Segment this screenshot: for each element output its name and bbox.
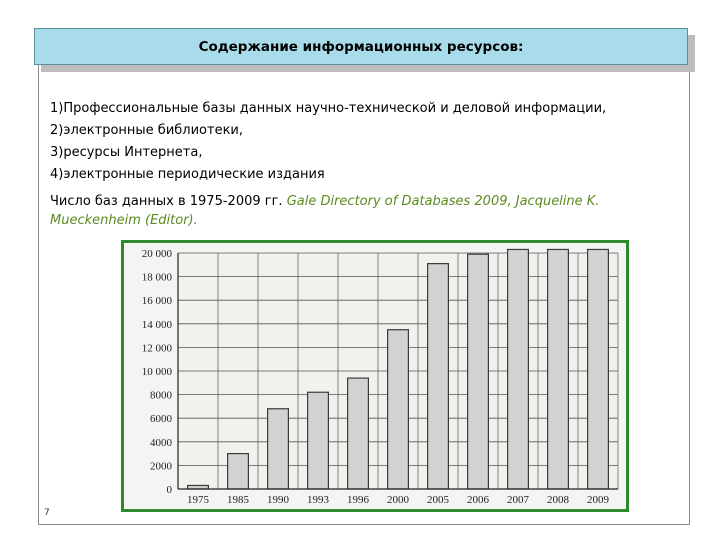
source-lead-text: Число баз данных в 1975-2009 гг.	[50, 194, 287, 209]
bar-2000	[388, 330, 409, 489]
bar-2008	[548, 249, 569, 489]
slide-number: 7	[44, 508, 50, 518]
bar-chart	[124, 243, 626, 509]
bar-1996	[348, 378, 369, 489]
y-tick-label: 8000	[150, 389, 172, 402]
x-tick-label: 2000	[387, 494, 409, 506]
slide-title: Содержание информационных ресурсов:	[198, 38, 524, 55]
x-tick-label: 2008	[547, 494, 569, 506]
source-citation: Gale Directory of Databases 2009, Jacqueline K. Mueckenheim (Editor).	[50, 194, 600, 228]
slide-body	[50, 98, 686, 230]
title-bar	[34, 28, 688, 65]
y-tick-label: 12 000	[141, 342, 172, 355]
bar-2006	[468, 254, 489, 489]
x-tick-label: 2006	[467, 494, 489, 506]
x-tick-label: 2009	[587, 494, 609, 506]
x-tick-label: 1985	[227, 494, 249, 506]
x-tick-label: 1996	[347, 494, 369, 506]
y-tick-label: 16 000	[141, 295, 172, 308]
chart-container	[121, 240, 629, 512]
y-tick-label: 10 000	[141, 366, 172, 378]
y-tick-label: 14 000	[141, 318, 172, 331]
list-item-libraries: 2)электронные библиотеки,	[50, 123, 244, 138]
bar-1993	[308, 392, 329, 489]
y-tick-label: 6000	[150, 413, 172, 426]
bar-2007	[508, 249, 529, 489]
list-item-periodicals: 4)электронные периодические издания	[50, 167, 325, 182]
x-tick-label: 2005	[427, 494, 449, 506]
y-tick-label: 0	[166, 484, 172, 496]
list-item-databases: 1)Профессиональные базы данных научно-технической и деловой информации,	[50, 101, 607, 116]
bar-1985	[228, 454, 249, 489]
x-tick-label: 1990	[267, 494, 289, 506]
bar-2009	[588, 249, 609, 489]
x-tick-label: 1993	[307, 494, 329, 506]
y-tick-label: 2000	[150, 460, 172, 473]
x-tick-label: 2007	[507, 494, 529, 506]
x-tick-label: 1975	[187, 494, 209, 506]
source-note	[50, 192, 686, 230]
y-tick-label: 20 000	[141, 248, 172, 260]
y-tick-label: 4000	[150, 436, 172, 449]
bar-2005	[428, 264, 449, 489]
y-tick-label: 18 000	[141, 271, 172, 284]
list-item-internet: 3)ресурсы Интернета,	[50, 145, 203, 160]
bar-1990	[268, 409, 289, 489]
